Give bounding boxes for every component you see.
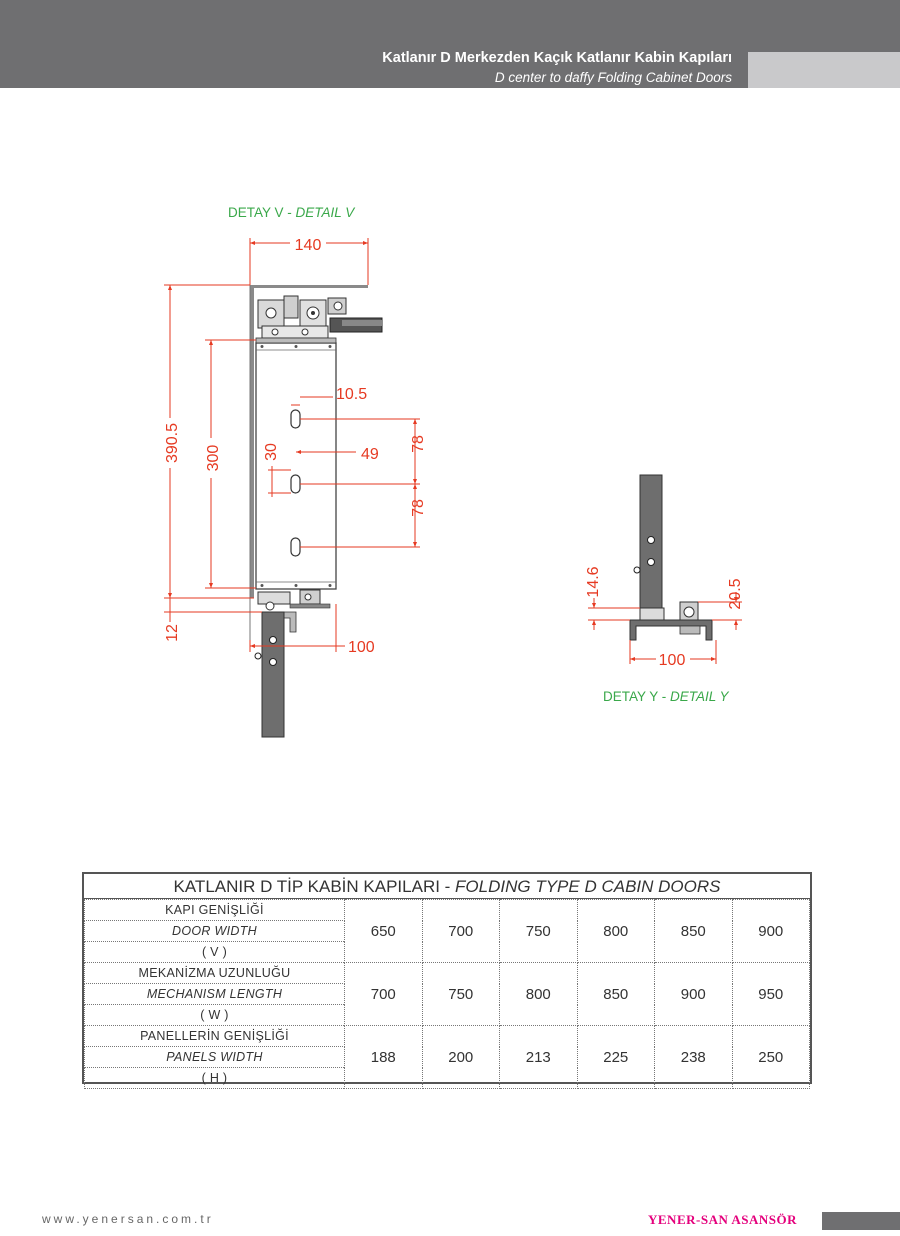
- table-cell: 650: [345, 900, 423, 963]
- row-label-en: PANELS WIDTH: [85, 1047, 345, 1068]
- dim-base-width: 100: [348, 639, 375, 656]
- footer-url[interactable]: www.yenersan.com.tr: [42, 1212, 214, 1226]
- table-cell: 188: [345, 1026, 423, 1089]
- table-row: [85, 963, 810, 984]
- dim-slot-offset: 10.5: [336, 386, 368, 403]
- table-cell: 850: [655, 900, 733, 963]
- detail-y-label: DETAY Y - DETAIL Y: [603, 689, 729, 704]
- table-cell: 900: [655, 963, 733, 1026]
- table-cell: 700: [345, 963, 423, 1026]
- dim-panel-height: 300: [205, 444, 222, 472]
- detail-v-label: DETAY V - DETAIL V: [228, 205, 355, 220]
- table-cell: 213: [500, 1026, 578, 1089]
- dim-bottom-gap: 12: [164, 624, 181, 642]
- table-cell: 950: [732, 963, 810, 1026]
- table-cell: 850: [577, 963, 655, 1026]
- row-label-tr: PANELLERİN GENİŞLİĞİ: [85, 1026, 345, 1047]
- page-subtitle: D center to daffy Folding Cabinet Doors: [494, 70, 732, 85]
- dim-pitch-1: 78: [410, 435, 427, 453]
- table-cell: 750: [422, 963, 500, 1026]
- table-cell: 250: [732, 1026, 810, 1089]
- spec-table: [82, 872, 812, 1084]
- row-label-tr: MEKANİZMA UZUNLUĞU: [85, 963, 345, 984]
- dim-right-height: 20.5: [727, 578, 744, 610]
- row-code: ( V ): [85, 942, 345, 963]
- table-cell: 200: [422, 1026, 500, 1089]
- row-label-tr: KAPI GENİŞLİĞİ: [85, 900, 345, 921]
- dim-slot-length: 30: [263, 443, 280, 461]
- footer-brand: YENER-SAN ASANSÖR: [648, 1212, 797, 1227]
- table-cell: 238: [655, 1026, 733, 1089]
- dim-detail-y-width: 100: [658, 652, 686, 669]
- row-code: ( W ): [85, 1005, 345, 1026]
- spec-grid: [84, 899, 810, 1089]
- table-row: [85, 1026, 810, 1047]
- dim-slot-x: 49: [361, 446, 379, 463]
- page-title: Katlanır D Merkezden Kaçık Katlanır Kabin Kapıları: [382, 50, 732, 66]
- table-cell: 800: [500, 963, 578, 1026]
- footer-bar: [822, 1212, 900, 1230]
- table-cell: 900: [732, 900, 810, 963]
- dim-total-height: 390.5: [164, 422, 181, 464]
- table-cell: 750: [500, 900, 578, 963]
- detail-v-body: [250, 285, 382, 737]
- table-title: KATLANIR D TİP KABİN KAPILARI - FOLDING TYPE D CABIN DOORS: [84, 874, 810, 899]
- detail-y-body: [630, 475, 712, 640]
- table-cell: 800: [577, 900, 655, 963]
- dim-width-140: 140: [294, 237, 322, 254]
- row-label-en: MECHANISM LENGTH: [85, 984, 345, 1005]
- table-cell: 225: [577, 1026, 655, 1089]
- dim-pitch-2: 78: [410, 499, 427, 517]
- table-cell: 700: [422, 900, 500, 963]
- table-row: [85, 900, 810, 921]
- row-label-en: DOOR WIDTH: [85, 921, 345, 942]
- dim-left-height: 14.6: [585, 566, 602, 598]
- row-code: ( H ): [85, 1068, 345, 1089]
